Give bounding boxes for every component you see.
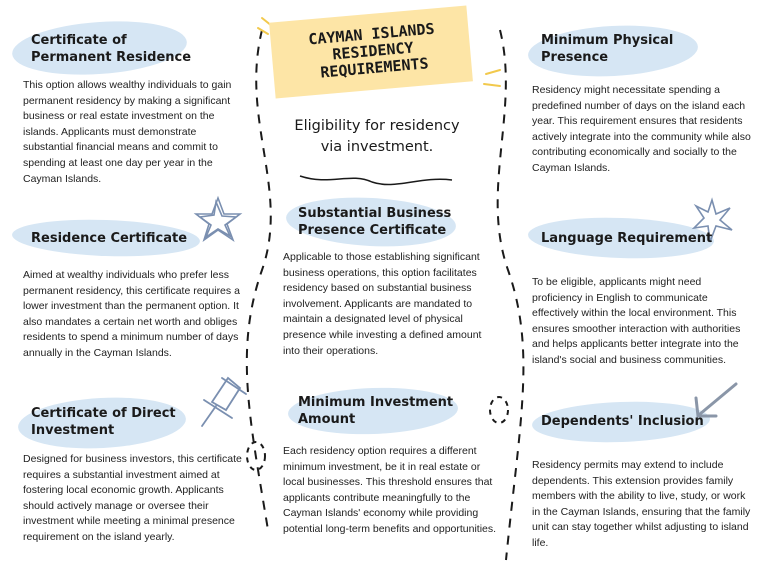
heading-cert-direct: Certificate of Direct Investment [31,406,176,438]
squiggle-underline [300,176,452,185]
body-dependents: Residency permits may extend to include dependents. This extension provides family members with the ability to live, study, or work in the Cayman Islands, ensuring that the family unit can stay together whilst adjusting to island life. [532,459,751,549]
arrow-icon [696,384,736,416]
body-min-presence: Residency might necessitate spending a predefined number of days on the island each year. This requirement ensures that residents actively integrate into the community while also contributing economically and socially to the Cayman Islands. [532,84,751,174]
body-residence-cert: Aimed at wealthy individuals who prefer less permanent residency, this certificate requires a lower investment than the permanent option. It also mandates a certain net worth and obliges residents to spend a minimum number of days annually in the Cayman Islands. [23,269,240,359]
body-min-investment: Each residency option requires a different minimum investment, be it in real estate or local businesses. This threshold ensures that applicants contribute meaningfully to the Cayman Islands' economy while providing potential long-term benefits and opportunities. [283,445,497,535]
pushpin-icon [202,378,246,426]
heading-language: Language Requirement [541,231,713,246]
heading-residence-cert: Residence Certificate [31,231,188,246]
heading-substantial-business: Substantial Business Presence Certificate [298,206,452,238]
heading-min-presence: Minimum Physical Presence [541,33,674,65]
body-cert-direct: Designed for business investors, this certificate requires a substantial investment aimed at fostering local economic growth. Applicants should actively manage or oversee their investment while meeting a minimal presence requirement on the island yearly. [23,453,242,543]
heading-dependents: Dependents' Inclusion [541,414,704,429]
page-title: CAYMAN ISLANDS RESIDENCY REQUIREMENTS [307,19,436,82]
body-cert-permanent: This option allows wealthy individuals to gain permanent residency by making a significant business or real estate investment on the islands. Applicants must demonstrate substantial financial means and commit to spending at least one day per year in the Cayman Islands. [23,79,232,185]
body-language: To be eligible, applicants might need proficiency in English to communicate effectively within the local environment. This ensures smoother interaction with authorities and helps applicants better integrate into the island's social and business communities. [532,276,741,366]
heading-min-investment: Minimum Investment Amount [298,395,454,427]
body-substantial-business: Applicable to those establishing significant business operations, this option facilitates residency based on substantial business involvement. Applicants are mandated to maintain a designated level of physical presence while investing a defined amount into their operations. [283,251,482,357]
dashed-loop [490,397,508,423]
page-subtitle: Eligibility for residency via investment. [294,118,460,155]
heading-cert-permanent: Certificate of Permanent Residence [31,33,192,65]
